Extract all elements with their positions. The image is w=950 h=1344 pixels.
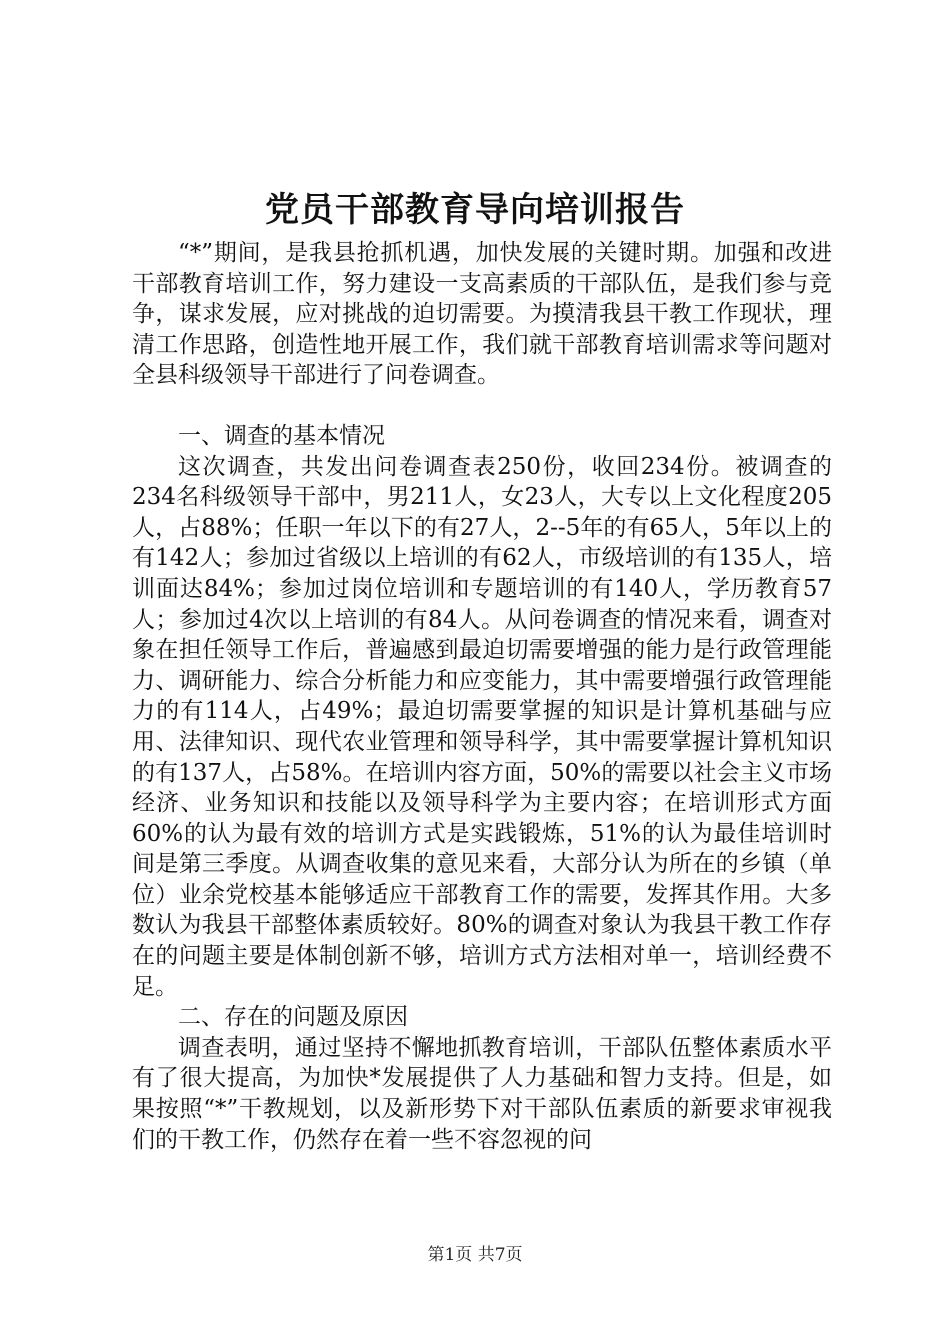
paragraph-problems: 调查表明，通过坚持不懈地抓教育培训，干部队伍整体素质水平有了很大提高，为加快*发展提供了人力基础和智力支持。但是，如果按照“*”干教规划，以及新形势下对干部队伍素质的新要求审视我们的干教工作，仍然存在着一些不容忽视的问 xyxy=(132,1034,832,1153)
paragraph-intro: “*”期间，是我县抢抓机遇，加快发展的关键时期。加强和改进干部教育培训工作，努力建设一支高素质的干部队伍，是我们参与竞争，谋求发展，应对挑战的迫切需要。为摸清我县干教工作现状，理清工作思路，创造性地开展工作，我们就干部教育培训需求等问题对全县科级领导干部进行了问卷调查。 xyxy=(132,240,832,389)
page-footer: 第1页 共7页 xyxy=(427,1245,523,1265)
document-body xyxy=(132,238,832,1155)
paragraph-survey: 这次调查，共发出问卷调查表250份，收回234份。被调查的234名科级领导干部中，男211人，女23人，大专以上文化程度205人，占88%；任职一年以下的有27人，2--5年的有65人，5年以上的有142人；参加过省级以上培训的有62人，市级培训的有135人，培训面达84%；参加过岗位培训和专题培训的有140人，学历教育57人；参加过4次以上培训的有84人。从问卷调查的情况来看，调查对象在担任领导工作后，普遍感到最迫切需要增强的能力是行政管理能力、调研能力、综合分析能力和应变能力，其中需要增强行政管理能力的有114人，占49%；最迫切需要掌握的知识是计算机基础与应用、法律知识、现代农业管理和领导科学，其中需要掌握计算机知识的有137人，占58%。在培训内容方面，50%的需要以社会主义市场经济、业务知识和技能以及领导科学为主要内容；在培训形式方面60%的认为最有效的培训方式是实践锻炼，51%的认为最佳培训时间是第三季度。从调查收集的意见来看，大部分认为所在的乡镇（单位）业余党校基本能够适应干部教育工作的需要，发挥其作用。大多数认为我县干部整体素质较好。80%的调查对象认为我县干教工作存在的问题主要是体制创新不够，培训方式方法相对单一，培训经费不足。 xyxy=(132,453,832,1000)
section-heading-2: 二、存在的问题及原因 xyxy=(178,1004,408,1031)
document-title: 党员干部教育导向培训报告 xyxy=(265,190,685,230)
section-heading-1: 一、调查的基本情况 xyxy=(178,422,385,449)
